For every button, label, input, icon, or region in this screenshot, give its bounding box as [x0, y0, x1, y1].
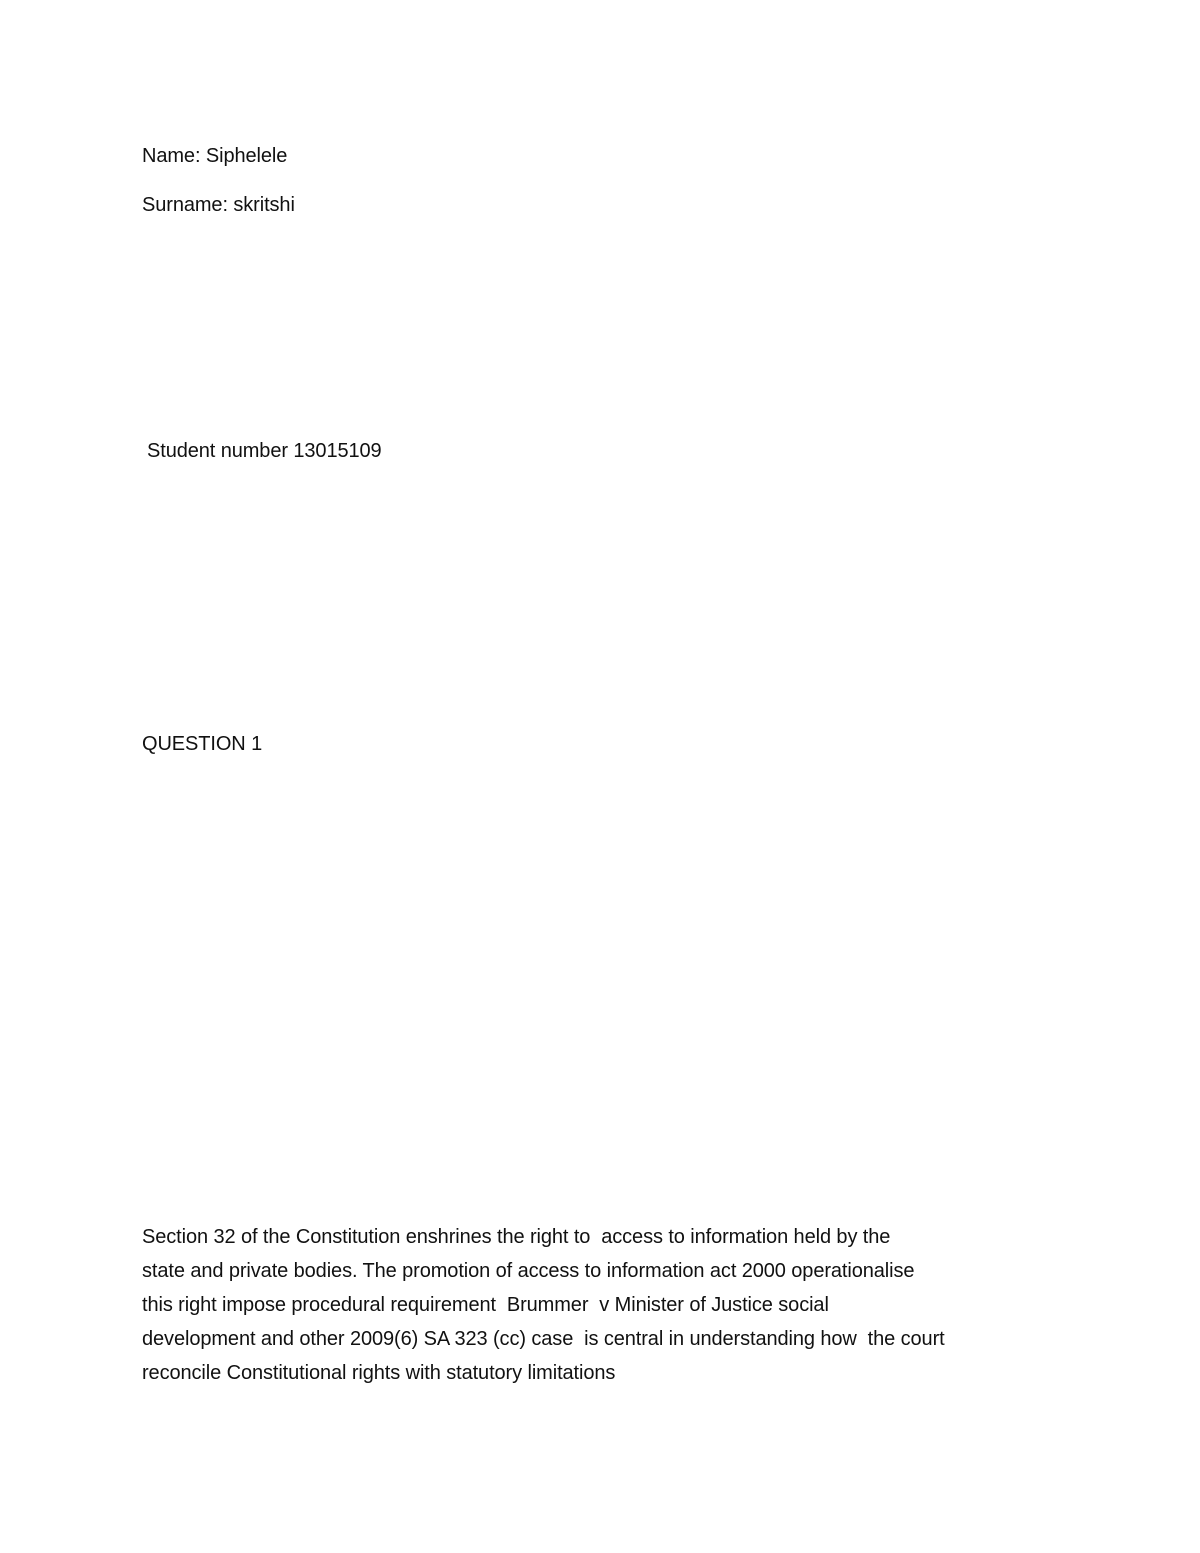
surname-line: Surname: skritshi [142, 194, 295, 216]
paragraph-line: Section 32 of the Constitution enshrines the right to access to information held by the [142, 1226, 891, 1248]
answer-paragraph [142, 1220, 1082, 1390]
paragraph-line: reconcile Constitutional rights with statutory limitations [142, 1362, 616, 1384]
paragraph-line: this right impose procedural requirement Brummer v Minister of Justice social [142, 1294, 829, 1316]
question-heading: QUESTION 1 [142, 733, 263, 755]
paragraph-line: state and private bodies. The promotion of access to information act 2000 operationalise [142, 1260, 915, 1282]
name-line: Name: Siphelele [142, 145, 288, 167]
student-number-line: Student number 13015109 [147, 440, 382, 462]
paragraph-line: development and other 2009(6) SA 323 (cc) case is central in understanding how the court [142, 1328, 945, 1350]
